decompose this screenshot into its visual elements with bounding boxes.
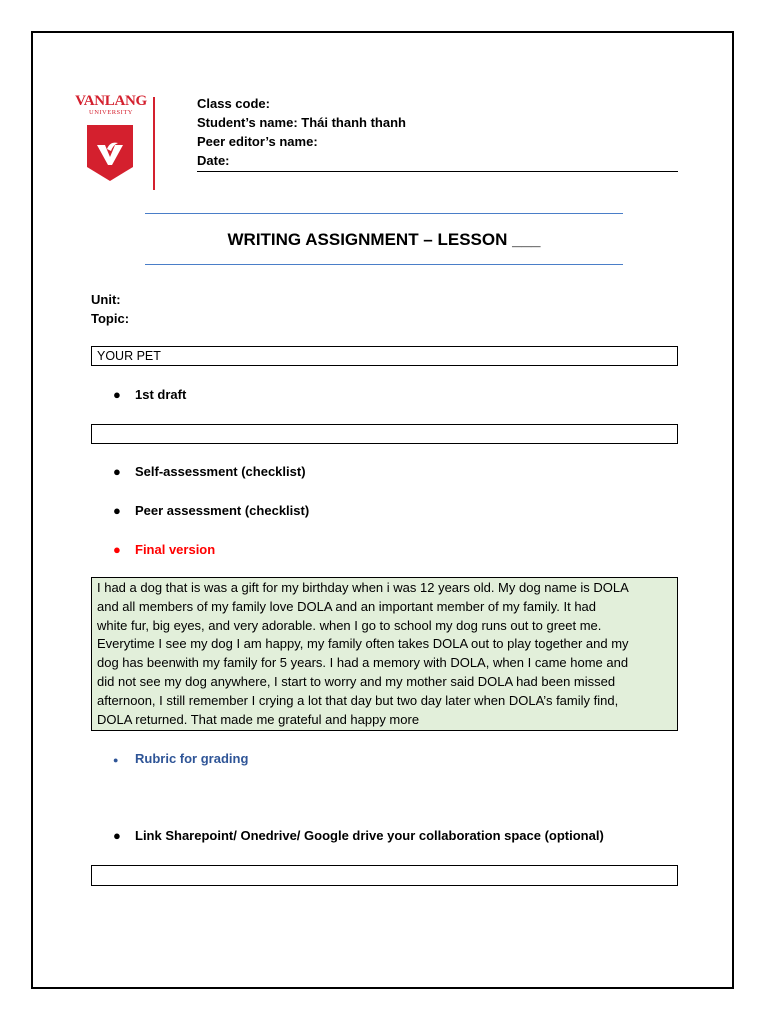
first-draft-label: 1st draft: [135, 387, 187, 402]
final-line: DOLA returned. That made me grateful and happy more: [97, 711, 420, 727]
page-title: WRITING ASSIGNMENT – LESSON ___: [227, 230, 541, 249]
topic-label: Topic:: [91, 311, 130, 326]
class-code-field: Class code:: [197, 96, 270, 111]
bullet-dot: ●: [113, 464, 121, 479]
bullet-first-draft: [113, 386, 186, 404]
header-fields: [197, 94, 677, 170]
first-draft-value: [92, 425, 677, 427]
bullet-dot: ●: [113, 387, 121, 402]
student-name-field: Student’s name: Thái thanh thanh: [197, 115, 406, 130]
peer-editor-field: Peer editor’s name:: [197, 134, 318, 149]
topic-box[interactable]: [91, 346, 678, 366]
first-draft-box[interactable]: [91, 424, 678, 444]
logo-subtitle: UNIVERSITY: [89, 109, 133, 116]
final-line: and all members of my family love DOLA and an important member of my family. It had: [97, 598, 597, 614]
unit-label: Unit:: [91, 292, 121, 307]
bullet-rubric: [113, 750, 248, 769]
university-logo: [72, 93, 150, 193]
title-bottom-rule: [145, 264, 623, 265]
final-line: Everytime I see my dog I am happy, my family often takes DOLA out to play together and my: [97, 636, 629, 652]
title-top-rule: [145, 213, 623, 214]
final-line: I had a dog that is was a gift for my birthday when i was 12 years old. My dog name is DOLA: [97, 580, 629, 595]
bullet-dot: ●: [113, 542, 121, 557]
logo-name: VANLANG: [75, 93, 147, 109]
topic-value: YOUR PET: [97, 349, 161, 363]
date-field: Date:: [197, 153, 230, 168]
final-line: did not see my dog anywhere, I start to worry and my mother said DOLA had been missed: [97, 673, 616, 689]
bullet-dot: ●: [113, 755, 119, 765]
shield-icon: [85, 123, 135, 183]
unit-topic-labels: [91, 290, 129, 328]
final-version-box[interactable]: [91, 577, 678, 731]
bullet-dot: ●: [113, 828, 121, 843]
final-version-text: [92, 578, 677, 730]
link-label: Link Sharepoint/ Onedrive/ Google drive your collaboration space (optional): [135, 828, 604, 843]
bullet-dot: ●: [113, 503, 121, 518]
bullet-self-assessment: [113, 463, 306, 481]
final-line: dog has beenwith my family for 5 years. I had a memory with DOLA, when I came home and: [97, 655, 629, 671]
bullet-final-version: [113, 541, 215, 559]
peer-assessment-label: Peer assessment (checklist): [135, 503, 310, 518]
link-value: [92, 866, 677, 868]
rubric-label: Rubric for grading: [135, 751, 249, 766]
self-assessment-label: Self-assessment (checklist): [135, 464, 306, 479]
final-version-label: Final version: [135, 542, 216, 557]
logo-divider: [153, 97, 155, 190]
final-line: white fur, big eyes, and very adorable. when I go to school my dog runs out to greet me.: [97, 617, 602, 633]
date-underline: [197, 171, 678, 172]
bullet-peer-assessment: [113, 502, 309, 520]
link-box[interactable]: [91, 865, 678, 886]
bullet-link: [113, 827, 604, 845]
final-line: afternoon, I still remember I crying a lot that day but two day later when DOLA’s family find,: [97, 692, 619, 708]
